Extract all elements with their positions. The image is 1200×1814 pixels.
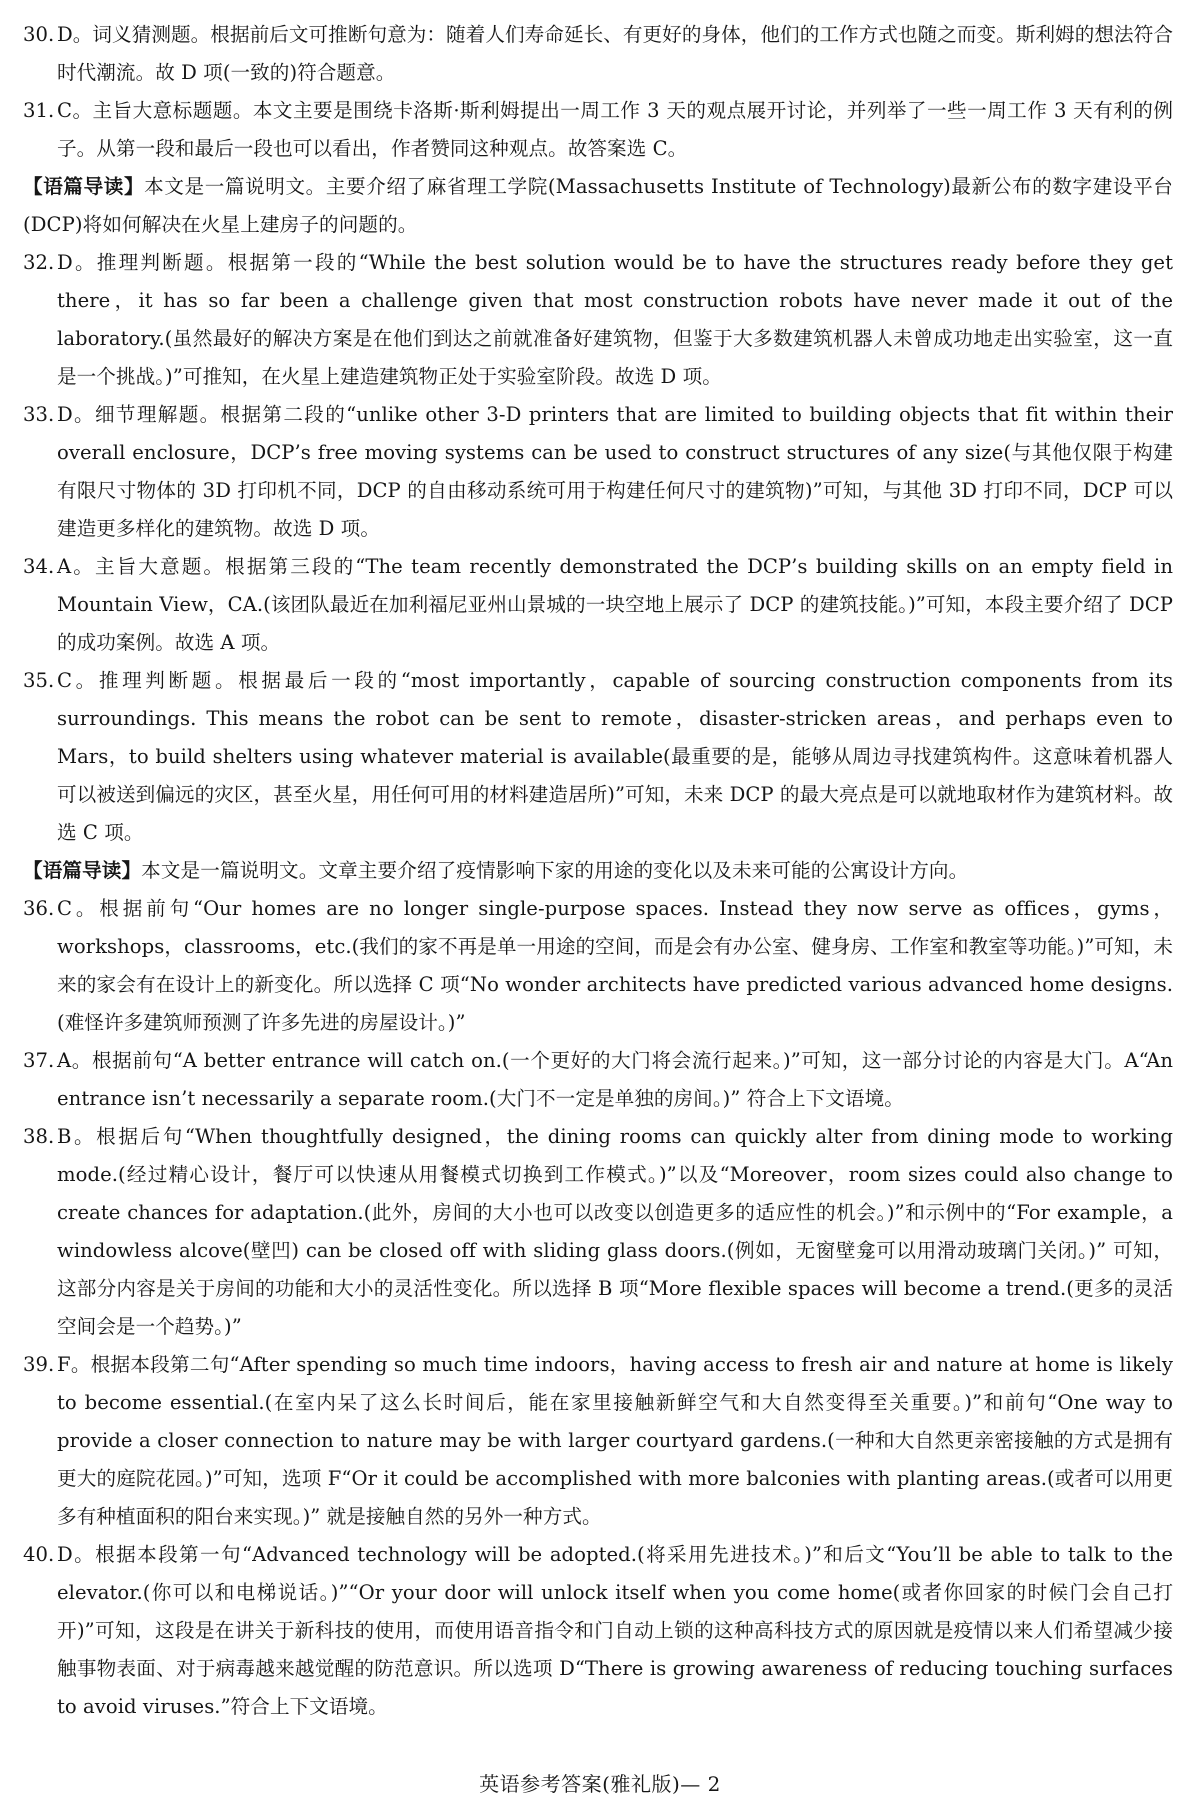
question-number: 31. bbox=[23, 99, 55, 122]
answer-30 bbox=[23, 16, 1173, 92]
answer-text: C。推理判断题。根据最后一段的“most importantly，capable of sourcing construction components from its surroundings. This means the robot can be sent to remote，disaster-stricken areas，and perhaps even to Mars，to build shelters using whatever material is available(最重要的是，能够从周边寻找建筑构件。这意味着机器人可以被送到偏远的灾区，甚至火星，用任何可用的材料建造居所)”可知，未来 DCP 的最大亮点是可以就地取材作为建筑材料。故选 C 项。 bbox=[57, 669, 1173, 844]
answer-text: D。词义猜测题。根据前后文可推断句意为：随着人们寿命延长、有更好的身体，他们的工作方式也随之而变。斯利姆的想法符合时代潮流。故 D 项(一致的)符合题意。 bbox=[57, 23, 1173, 84]
answer-text: A。主旨大意题。根据第三段的“The team recently demonstrated the DCP’s building skills on an empty field in Mountain View，CA.(该团队最近在加利福尼亚州山景城的一块空地上展示了 DCP 的建筑技能。)”可知，本段主要介绍了 DCP 的成功案例。故选 A 项。 bbox=[57, 555, 1173, 654]
question-number: 34. bbox=[23, 555, 55, 578]
intro-text: 本文是一篇说明文。文章主要介绍了疫情影响下家的用途的变化以及未来可能的公寓设计方向。 bbox=[141, 859, 969, 882]
question-number: 39. bbox=[23, 1353, 55, 1376]
answer-text: D。推理判断题。根据第一段的“While the best solution would be to have the structures ready before they get there，it has so far been a challenge given that most construction robots have never made it out of the laboratory.(虽然最好的解决方案是在他们到达之前就准备好建筑物，但鉴于大多数建筑机器人未曾成功地走出实验室，这一直是一个挑战。)”可推知，在火星上建造建筑物正处于实验室阶段。故选 D 项。 bbox=[57, 251, 1173, 388]
answer-40 bbox=[23, 1536, 1173, 1726]
answer-36 bbox=[23, 890, 1173, 1042]
answer-33 bbox=[23, 396, 1173, 548]
question-number: 30. bbox=[23, 23, 55, 46]
answer-text: B。根据后句“When thoughtfully designed，the dining rooms can quickly alter from dining mode to working mode.(经过精心设计，餐厅可以快速从用餐模式切换到工作模式。)”以及“Moreover，room sizes could also change to create chances for adaptation.(此外，房间的大小也可以改变以创造更多的适应性的机会。)”和示例中的“For example，a windowless alcove(壁凹) can be closed off with sliding glass doors.(例如，无窗壁龛可以用滑动玻璃门关闭。)” 可知，这部分内容是关于房间的功能和大小的灵活性变化。所以选择 B 项“More flexible spaces will become a trend.(更多的灵活空间会是一个趋势。)” bbox=[57, 1125, 1173, 1338]
intro-text: 本文是一篇说明文。主要介绍了麻省理工学院(Massachusetts Institute of Technology)最新公布的数字建设平台(DCP)将如何解决在火星上建房子的问题的。 bbox=[23, 175, 1173, 236]
question-number: 40. bbox=[23, 1543, 55, 1566]
question-number: 35. bbox=[23, 669, 55, 692]
answer-31 bbox=[23, 92, 1173, 168]
answer-text: D。根据本段第一句“Advanced technology will be adopted.(将采用先进技术。)”和后文“You’ll be able to talk to the elevator.(你可以和电梯说话。)”“Or your door will unlock itself when you come home(或者你回家的时候门会自己打开)”可知，这段是在讲关于新科技的使用，而使用语音指令和门自动上锁的这种高科技方式的原因就是疫情以来人们希望减少接触事物表面、对于病毒越来越觉醒的防范意识。所以选项 D“There is growing awareness of reducing touching surfaces to avoid viruses.”符合上下文语境。 bbox=[57, 1543, 1173, 1718]
intro-heading: 【语篇导读】 bbox=[23, 175, 145, 198]
answer-text: F。根据本段第二句“After spending so much time indoors，having access to fresh air and nature at home is likely to become essential.(在室内呆了这么长时间后，能在家里接触新鲜空气和大自然变得至关重要。)”和前句“One way to provide a closer connection to nature may be with larger courtyard gardens.(一种和大自然更亲密接触的方式是拥有更大的庭院花园。)”可知，选项 F“Or it could be accomplished with more balconies with planting areas.(或者可以用更多有种植面积的阳台来实现。)” 就是接触自然的另外一种方式。 bbox=[57, 1353, 1173, 1528]
answer-38 bbox=[23, 1118, 1173, 1346]
answer-37 bbox=[23, 1042, 1173, 1118]
answer-text: C。根据前句“Our homes are no longer single-purpose spaces. Instead they now serve as offices，gyms，workshops，classrooms，etc.(我们的家不再是单一用途的空间，而是会有办公室、健身房、工作室和教室等功能。)”可知，未来的家会有在设计上的新变化。所以选择 C 项“No wonder architects have predicted various advanced home designs.(难怪许多建筑师预测了许多先进的房屋设计。)” bbox=[57, 897, 1173, 1034]
passage-intro-1 bbox=[23, 168, 1173, 244]
answer-text: A。根据前句“A better entrance will catch on.(一个更好的大门将会流行起来。)”可知，这一部分讨论的内容是大门。A“An entrance isn’t necessarily a separate room.(大门不一定是单独的房间。)” 符合上下文语境。 bbox=[57, 1049, 1173, 1110]
passage-intro-2 bbox=[23, 852, 1173, 890]
question-number: 36. bbox=[23, 897, 55, 920]
answer-34 bbox=[23, 548, 1173, 662]
question-number: 38. bbox=[23, 1125, 55, 1148]
answer-39 bbox=[23, 1346, 1173, 1536]
question-number: 32. bbox=[23, 251, 55, 274]
answer-page bbox=[23, 16, 1173, 1726]
answer-text: D。细节理解题。根据第二段的“unlike other 3-D printers that are limited to building objects that fit within their overall enclosure，DCP’s free moving systems can be used to construct structures of any size(与其他仅限于构建有限尺寸物体的 3D 打印机不同，DCP 的自由移动系统可用于构建任何尺寸的建筑物)”可知，与其他 3D 打印不同，DCP 可以建造更多样化的建筑物。故选 D 项。 bbox=[57, 403, 1173, 540]
question-number: 33. bbox=[23, 403, 55, 426]
page-footer: 英语参考答案(雅礼版)— 2 bbox=[479, 1772, 721, 1796]
intro-heading: 【语篇导读】 bbox=[23, 859, 142, 882]
answer-32 bbox=[23, 244, 1173, 396]
answer-35 bbox=[23, 662, 1173, 852]
answer-text: C。主旨大意标题题。本文主要是围绕卡洛斯·斯利姆提出一周工作 3 天的观点展开讨论，并列举了一些一周工作 3 天有利的例子。从第一段和最后一段也可以看出，作者赞同这种观点。故答案选 C。 bbox=[57, 99, 1173, 160]
question-number: 37. bbox=[23, 1049, 55, 1072]
